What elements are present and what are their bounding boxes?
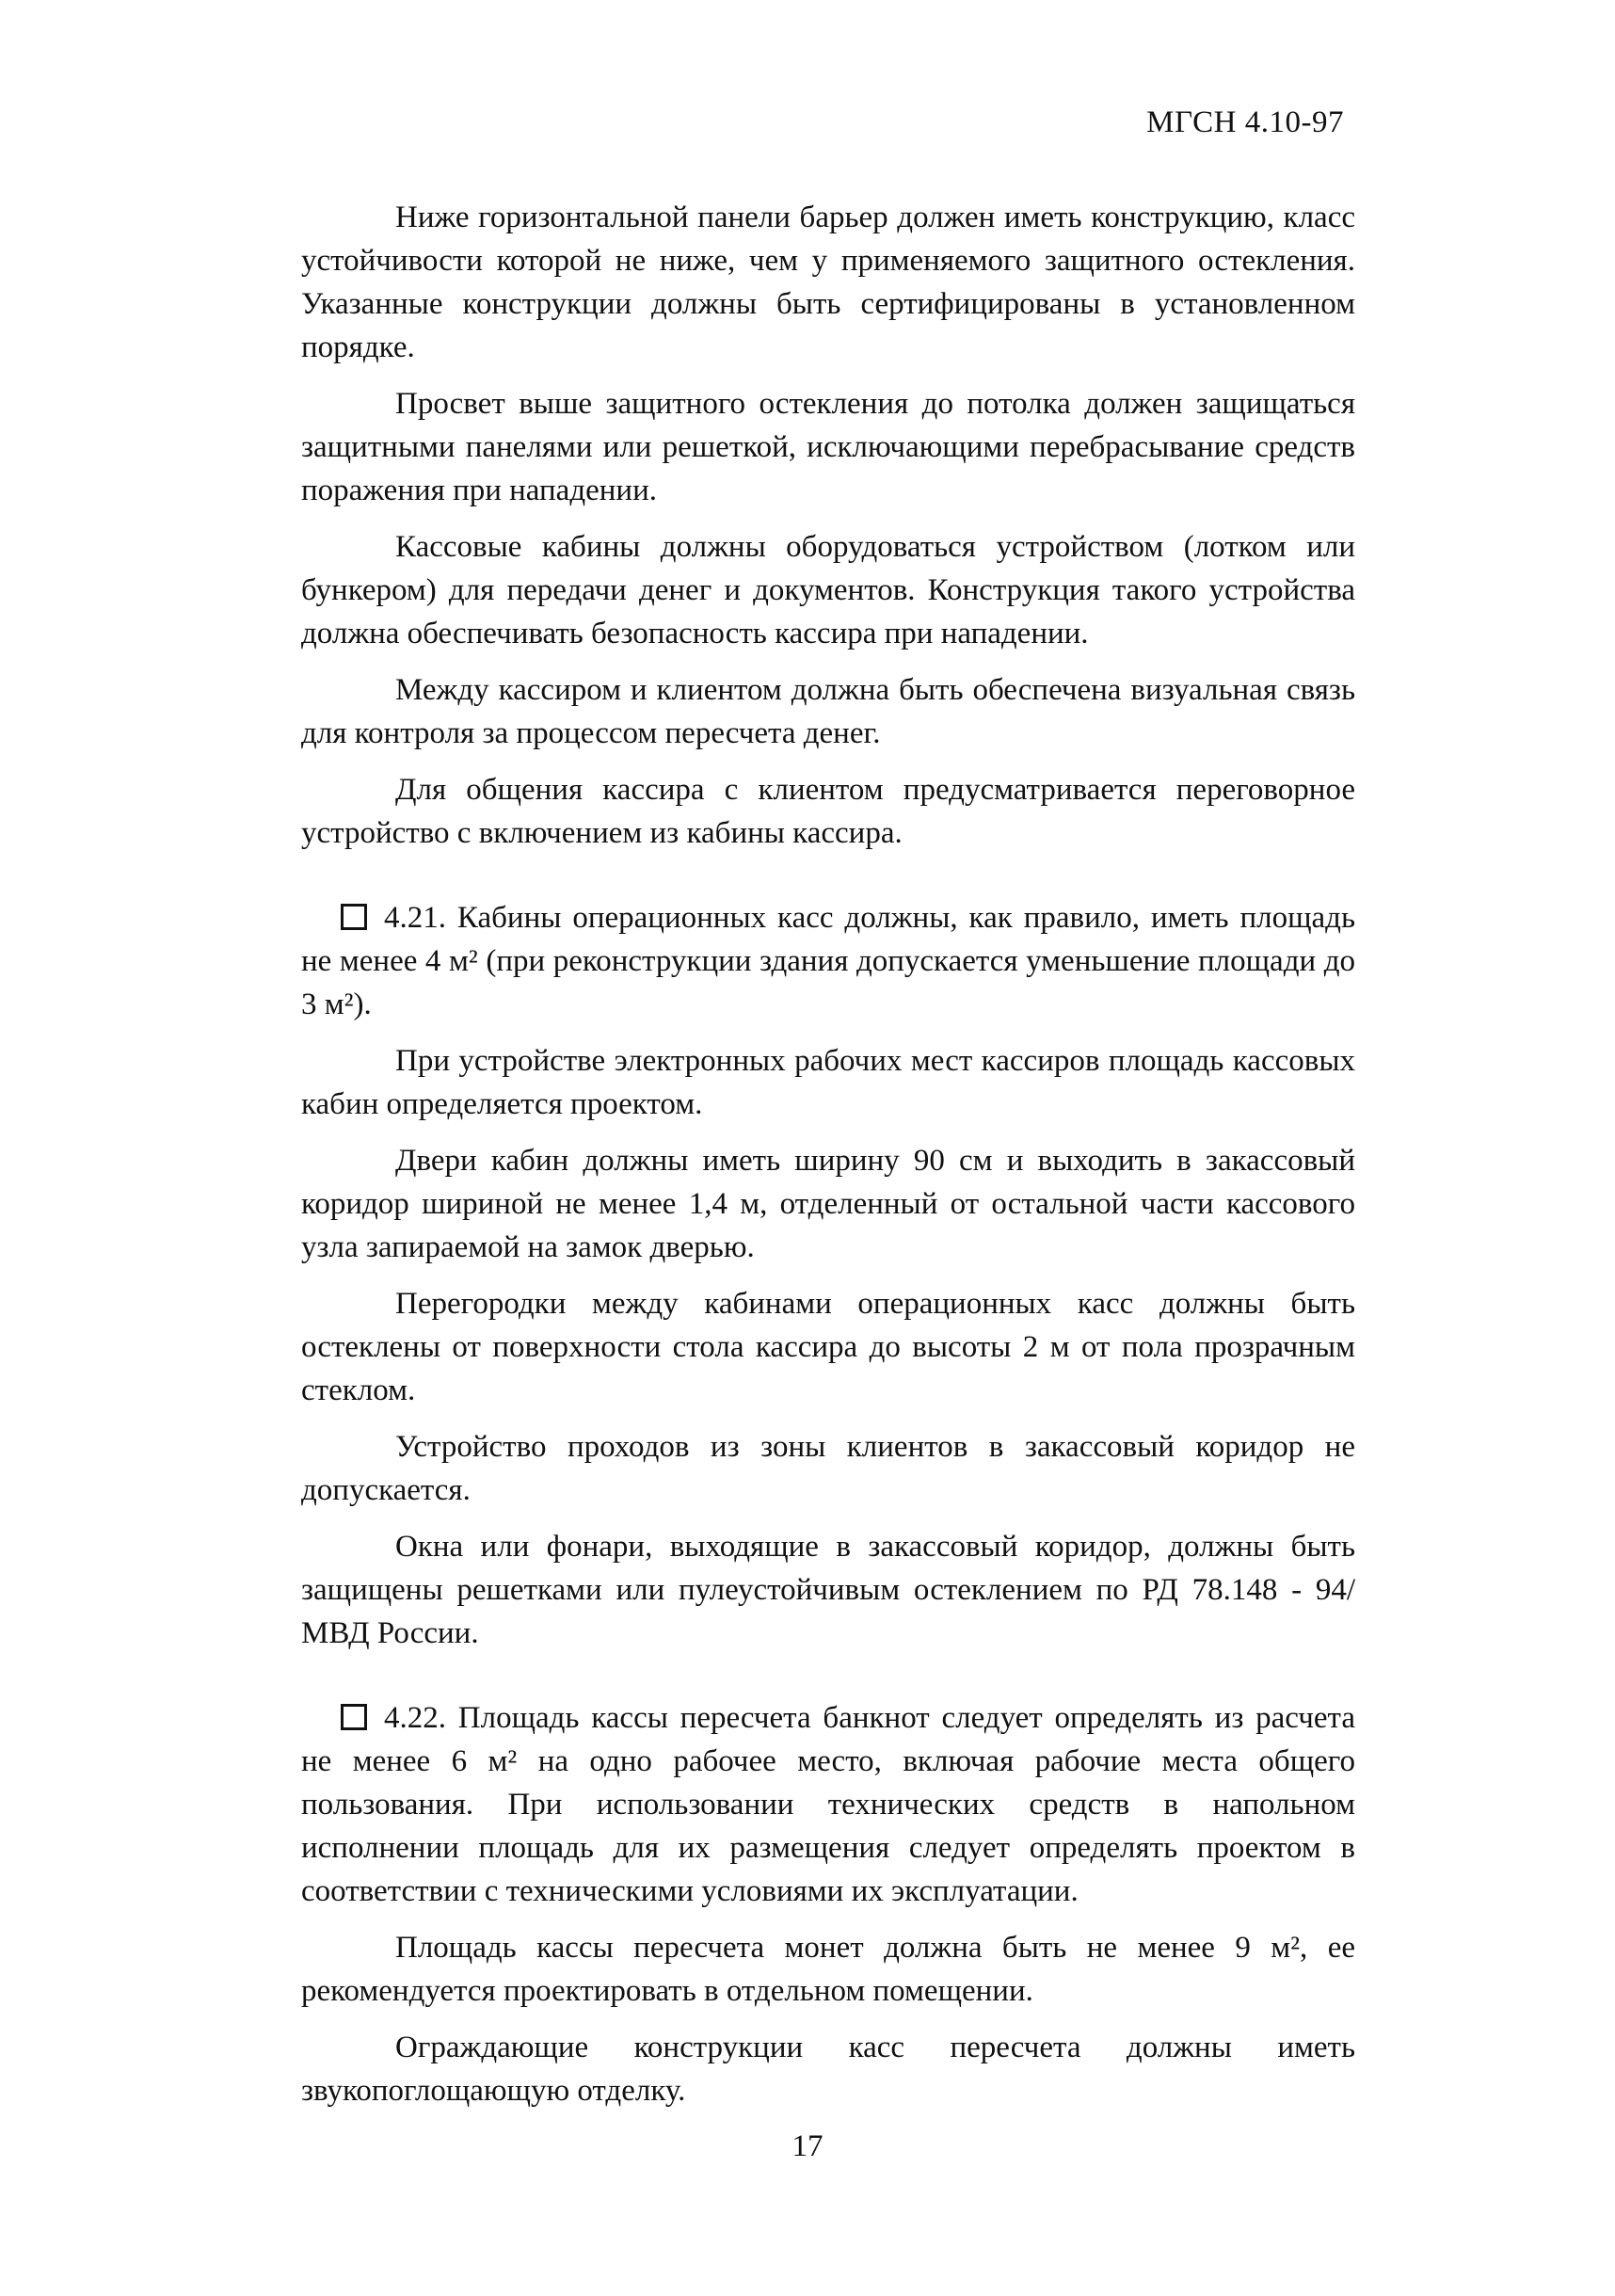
- paragraph-intercom: Для общения кассира с клиентом предусматривается переговорное устройство с включением из кабины кассира.: [301, 773, 1355, 850]
- paragraph-ceiling-gap: Просвет выше защитного остекления до потолка должен защищаться защитными панелями или решеткой, исключающими перебрасывание средств поражения при нападении.: [301, 387, 1355, 507]
- clause-4-21-paragraph: Двери кабин должны иметь ширину 90 см и выходить в закассовый коридор шириной не менее 1,4 м, отделенный от остальной части кассового узла запираемой на замок дверью.: [301, 1144, 1355, 1264]
- clause-4-21-paragraph: Устройство проходов из зоны клиентов в закассовый коридор не допускается.: [301, 1430, 1355, 1507]
- checkbox-icon[interactable]: [341, 904, 367, 930]
- page-number: 17: [792, 2129, 823, 2163]
- clause-4-21-paragraph: При устройстве электронных рабочих мест кассиров площадь кассовых кабин определяется проектом.: [301, 1044, 1355, 1121]
- clause-4-21-text: 4.21. Кабины операционных касс должны, как правило, иметь площадь не менее 4 м² (при реконструкции здания допускается уменьшение площади до 3 м²).: [301, 901, 1355, 1021]
- clause-4-22-text: 4.22. Площадь кассы пересчета банкнот следует определять из расчета не менее 6 м² на одно рабочее место, включая рабочие места общего пользования. При использовании технических средств в напольном исполнении площадь для их размещения следует определять проектом в соответствии с техническими условиями их эксплуатации.: [301, 1701, 1355, 1908]
- page-content: [301, 196, 1355, 2126]
- clause-4-21-paragraph: Перегородки между кабинами операционных касс должны быть остеклены от поверхности стола кассира до высоты 2 м от пола прозрачным стеклом.: [301, 1287, 1355, 1407]
- paragraph-visual-contact: Между кассиром и клиентом должна быть обеспечена визуальная связь для контроля за процессом пересчета денег.: [301, 673, 1355, 750]
- clause-4-22: [301, 1696, 1355, 1913]
- clause-4-22-paragraph: Площадь кассы пересчета монет должна быть не менее 9 м², ее рекомендуется проектировать в отдельном помещении.: [301, 1931, 1355, 2008]
- document-code: МГСН 4.10-97: [1146, 105, 1344, 139]
- clause-4-22-paragraph: Ограждающие конструкции касс пересчета должны иметь звукопоглощающую отделку.: [301, 2031, 1355, 2108]
- clause-4-21-paragraph: Окна или фонари, выходящие в закассовый коридор, должны быть защищены решетками или пулеустойчивым остеклением по РД 78.148 - 94/МВД России.: [301, 1530, 1355, 1650]
- clause-4-21: [301, 896, 1355, 1026]
- paragraph-transfer-device: Кассовые кабины должны оборудоваться устройством (лотком или бункером) для передачи денег и документов. Конструкция такого устройства должна обеспечивать безопасность кассира при нападении.: [301, 530, 1355, 650]
- checkbox-icon[interactable]: [341, 1704, 367, 1730]
- clause-4-22-lead: [301, 1696, 1355, 1913]
- paragraph-barrier: Ниже горизонтальной панели барьер должен иметь конструкцию, класс устойчивости которой не ниже, чем у применяемого защитного остекления. Указанные конструкции должны быть сертифицированы в установленном порядке.: [301, 201, 1355, 364]
- clause-4-21-lead: [301, 896, 1355, 1026]
